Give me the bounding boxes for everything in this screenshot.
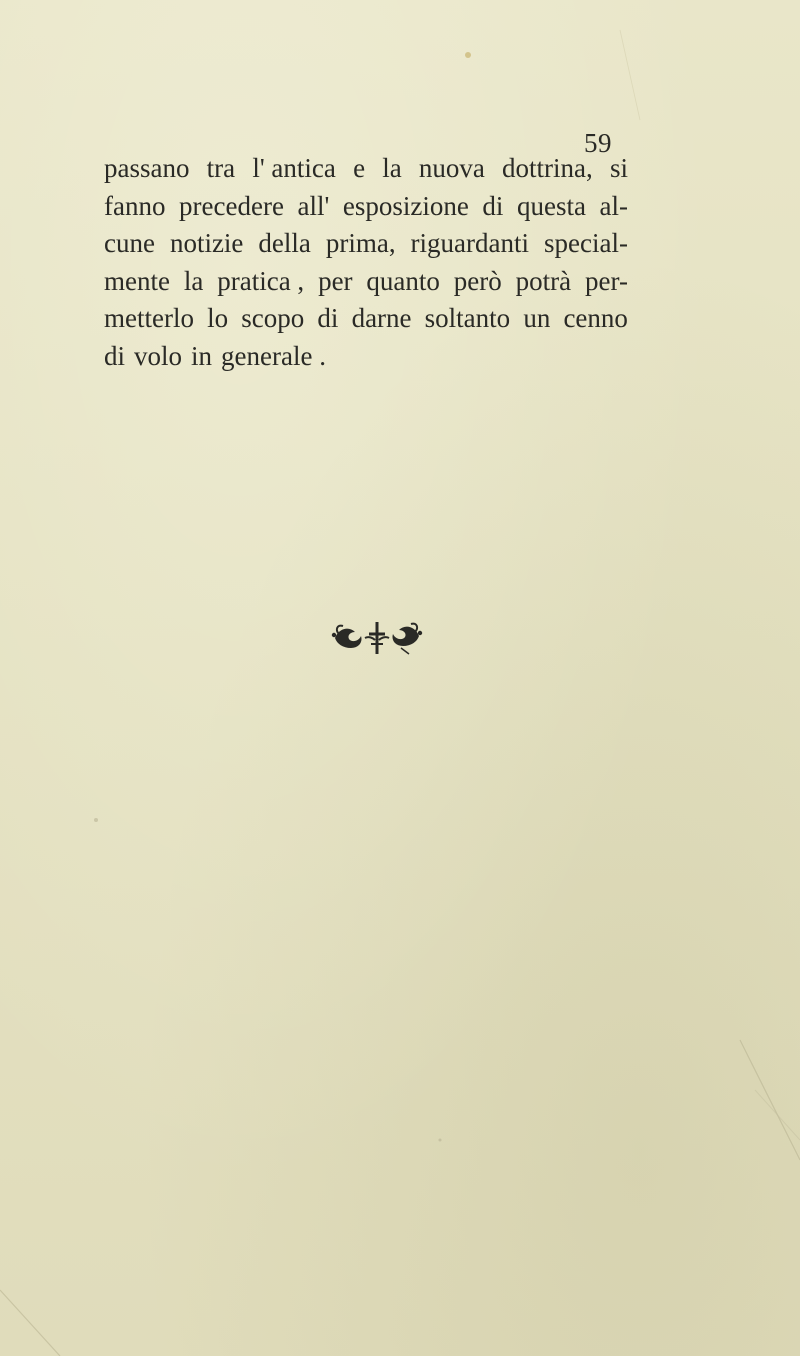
word: scopo [241,303,305,333]
word: potrà [515,265,572,296]
word: un [523,303,551,333]
text-line-4 [104,263,628,301]
word: riguardanti [410,228,530,258]
word: precedere [179,190,284,221]
word: questa [516,190,586,221]
word: l' antica [252,153,336,183]
word: per [318,265,353,296]
word: quanto [366,265,440,296]
word: di [482,190,504,221]
body-text [104,150,628,375]
word: special- [543,228,628,258]
word: pratica , [217,265,305,296]
word: di [317,303,339,333]
word: per- [585,265,628,296]
word: la [183,265,204,296]
word: tra [206,153,236,183]
word: dottrina, [502,153,593,183]
word: di [104,340,126,371]
word: fanno [104,190,166,221]
word: prima, [325,228,396,258]
word: volo [134,340,183,371]
text-line-3 [104,225,628,263]
word: notizie [169,228,244,258]
word: però [453,265,502,296]
word: generale . [221,340,326,371]
text-line-6 [104,338,628,376]
word: cune [104,228,155,258]
text-line-2 [104,188,628,226]
word: la [382,153,402,183]
word: all' [297,190,330,221]
word: in [191,340,213,371]
word: mente [104,265,170,296]
word: passano [104,153,190,183]
printer-ornament-fleuron-icon [329,614,425,660]
word: nuova [418,153,485,183]
text-line-5 [104,300,628,338]
word: esposizione [342,190,469,221]
word: della [258,228,311,258]
word: cenno [563,303,628,333]
word: metterlo [104,303,194,333]
word: lo [207,303,229,333]
page-number: 59 [584,128,612,158]
word: si [609,153,628,183]
word: e [353,153,366,183]
word: darne [351,303,412,333]
text-line-1 [104,150,628,188]
word: al- [599,190,628,221]
word: soltanto [424,303,511,333]
